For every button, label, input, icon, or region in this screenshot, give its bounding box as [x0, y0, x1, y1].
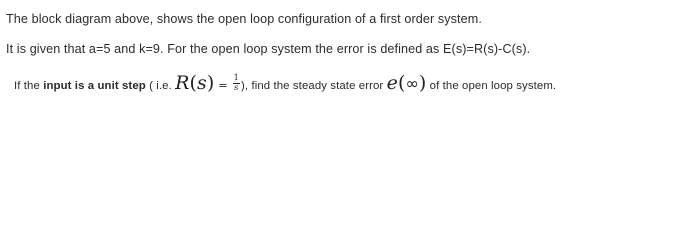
line3-text-suffix: of the open loop system.: [426, 80, 557, 92]
problem-line-1: The block diagram above, shows the open loop configuration of a first order system.: [6, 12, 482, 26]
math-e-of-infinity: e(∞): [386, 72, 427, 94]
line3-text-find: ), find the steady state error: [241, 80, 387, 92]
problem-line-3: [14, 72, 556, 95]
line3-text-ie: ( i.e.: [145, 80, 172, 92]
line3-text-prefix: If the: [14, 80, 44, 92]
line3-bold-input: input is a unit step: [43, 80, 146, 92]
problem-line-2: It is given that a=5 and k=9. For the open loop system the error is defined as E(s)=R(s)-C(s).: [6, 42, 531, 56]
math-fraction-one-over-s: $\frac{1}{s}$: [233, 73, 240, 94]
math-equals: =: [214, 78, 232, 92]
math-R-of-s: R(s): [175, 72, 215, 94]
